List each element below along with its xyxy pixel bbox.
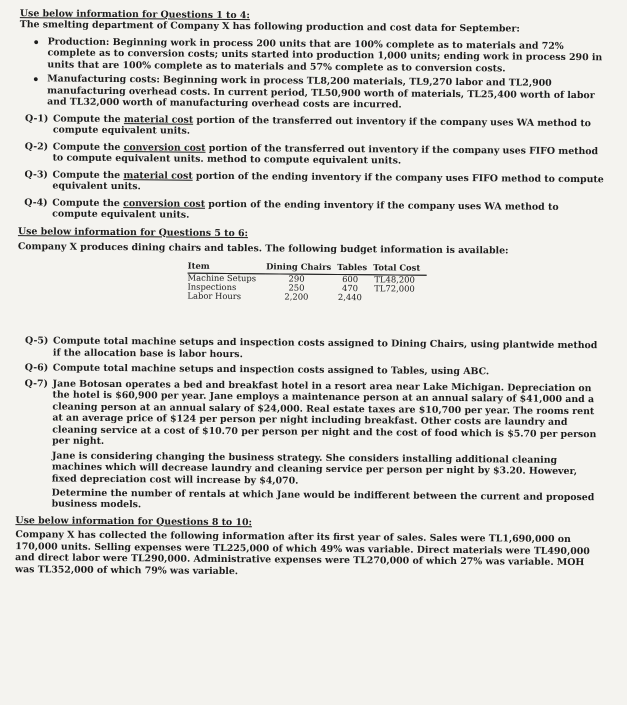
underlined-term: conversion cost	[123, 141, 206, 154]
question-7-task: Determine the number of rentals at which Jane would be indifferent between the current and proposed business models.	[51, 487, 595, 511]
table-row: Labor Hours 2,200 2,440	[187, 290, 362, 303]
section-header-q8-10: Use below information for Questions 8 to 10:	[15, 515, 253, 529]
question-4: Q-4) Compute the conversion cost portion of the ending inventory if the company uses WA method to compute equivalent units.	[24, 196, 559, 221]
col-header-tables: Tables	[337, 262, 368, 273]
section-header-q1-4: Use below information for Questions 1 to 4:	[19, 8, 250, 22]
question-number: Q-3)	[24, 168, 48, 181]
question-number: Q-6)	[24, 362, 49, 374]
question-number: Q-2)	[24, 140, 49, 153]
budget-table	[187, 261, 426, 303]
question-2: Q-2) Compute the conversion cost portion of the transferred out inventory if the company uses FIFO method to compute equivalent units. method to compute equivalent units.	[24, 140, 599, 167]
col-header-dining-chairs: Dining Chairs	[266, 261, 332, 273]
bullet-list	[19, 36, 609, 113]
intro-text-2: Company X produces dining chairs and tables. The following budget information is available:	[17, 241, 509, 257]
bullet-manufacturing-costs: • Manufacturing costs: Beginning work in process TL8,200 materials, TL9,270 labor and TL2,900 manufacturing overhead costs. In current period, TL50,900 worth of materials, TL25,400 worth of labor and TL32,000 worth of manufacturing overhead costs are incurred.	[19, 74, 608, 114]
question-number: Q-7)	[24, 378, 49, 390]
question-number: Q-4)	[24, 196, 48, 208]
intro-text-3: Company X has collected the following information after its first year of sales. Sales were TL1,690,000 on 170,000 units. Selling expenses were TL225,000 of which 49% was variable. Direct materials were TL490,000 and direct labor were TL290,000. Administrative expenses were TL270,000 of which 27% was variable. MOH was TL352,000 of which 79% was variable.	[14, 529, 590, 577]
question-1: Q-1) Compute the material cost portion of the transferred out inventory if the company uses WA method to compute equivalent units.	[24, 112, 592, 137]
question-5: Q-5) Compute total machine setups and inspection costs assigned to Dining Chairs, using plantwide method if the allocation base is labor hours.	[24, 335, 598, 360]
col-header-total-cost: Total Cost	[373, 262, 421, 274]
col-header-item: Item	[187, 261, 210, 272]
underlined-term: material cost	[123, 113, 194, 126]
bullet-production: • Production: Beginning work in process 200 units that are 100% complete as to materials and 72% complete as to conversion costs; units started into production 1,000 units; ending work in process 290 in units that are 100% complete as to materials and 57% complete as to conversion costs.	[19, 36, 608, 76]
section-header-q5-6: Use below information for Questions 5 to 6:	[17, 225, 249, 239]
question-7: Q-7) Jane Botosan operates a bed and breakfast hotel in a resort area near Lake Michigan. Depreciation on the hotel is $60,900 per year. Jane employs a maintenance person at an annual salary of $41,000 and a cleaning person at an annual salary of $24,000. Real estate taxes are $10,700 per year. The rooms rent at an average price of $124 per person per night including breakfast. Other costs are laundry and cleaning service at a cost of $10.70 per person per night and the cost of food which is $5.70 per person per night.	[24, 378, 597, 448]
table-row: Inspections 250 470 TL72,000	[187, 281, 415, 294]
table-row: Machine Setups 290 600 TL48,200	[187, 272, 415, 285]
intro-text-1: The smelting department of Company X has following production and cost data for September:	[19, 19, 520, 36]
question-7-strategy: Jane is considering changing the business strategy. She considers installing additional cleaning machines which will decrease laundry and cleaning service per person per night by $3.20. However, fixed depreciation cost will increase by $4,070.	[51, 450, 578, 487]
underlined-term: material cost	[123, 169, 193, 182]
question-number: Q-5)	[24, 335, 49, 347]
question-6: Q-6) Compute total machine setups and inspection costs assigned to Tables, using ABC.	[24, 362, 490, 378]
question-number: Q-1)	[24, 112, 49, 125]
question-3: Q-3) Compute the material cost portion of the ending inventory if the company uses FIFO method to compute equivalent units.	[24, 168, 604, 193]
underlined-term: conversion cost	[123, 197, 206, 210]
